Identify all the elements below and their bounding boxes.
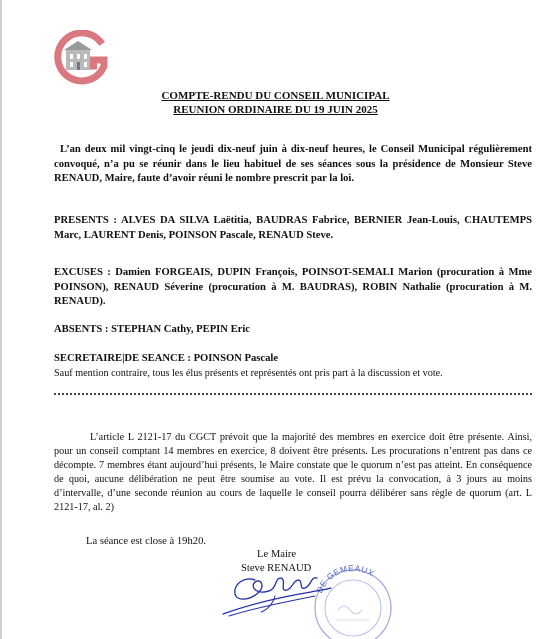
intro-paragraph: L’an deux mil vingt-cinq le jeudi dix-neuf juin à dix-neuf heures, le Conseil Municipal régulièrement convoqué, n’a pu se réunir dans le lieu habituel de ses séances sous la présidence de Monsieur Steve RENAUD, Maire, faute d’avoir réuni le nombre prescrit par la loi.	[54, 144, 532, 184]
signatory-name: Steve RENAUD	[241, 563, 312, 574]
closing-line: La séance est close à 19h20.	[86, 536, 207, 547]
absents-list: ABSENTS : STEPHAN Cathy, PEPIN Eric	[54, 324, 251, 335]
dotted-separator	[54, 393, 532, 395]
municipality-logo	[52, 30, 110, 88]
stamp-text: DE GEMEAUX	[314, 562, 377, 595]
document-title: COMPTE-RENDU DU CONSEIL MUNICIPAL	[161, 90, 390, 102]
article-paragraph: L’article L 2121-17 du CGCT prévoit que la majorité des membres en exercice doit être présente. Ainsi, pour un conseil comptant 14 membres en exercice, 8 doivent être présents. Les procurations n’entrent pas dans ce décompte. 7 membres étant aujourd’hui présents, le Maire constate que le quorum n’est pas atteint. En conséquence de quoi, aucune délibération ne peut être soumise au vote. Il est prévu la convocation, à 3 jours au moins d’intervalle, d’une seconde réunion au cours de laquelle le conseil pourra délibérer sans règle de quorum (art. L 2121-17, al. 2)	[54, 432, 532, 513]
presents-list: PRESENTS : ALVES DA SILVA Laëtitia, BAUDRAS Fabrice, BERNIER Jean-Louis, CHAUTEMPS Marc, LAURENT Denis, POINSON Pascale, RENAUD Steve.	[54, 215, 532, 241]
signatory-title: Le Maire	[257, 549, 297, 560]
secretaire-line: SECRETAIRE|DE SEANCE : POINSON Pascale	[54, 353, 279, 364]
mayor-signature	[215, 566, 335, 622]
building-icon	[64, 41, 92, 70]
sauf-mention-line: Sauf mention contraire, tous les élus présents et représentés ont pris part à la discussion et vote.	[54, 368, 443, 379]
excuses-list: EXCUSES : Damien FORGEAIS, DUPIN François, POINSOT-SEMALI Marion (procuration à Mme POINSON), RENAUD Séverine (procuration à M. BAUDRAS), ROBIN Nathalie (procuration à M. RENAUD).	[54, 267, 532, 307]
document-subtitle: REUNION ORDINAIRE DU 19 JUIN 2025	[173, 104, 378, 116]
